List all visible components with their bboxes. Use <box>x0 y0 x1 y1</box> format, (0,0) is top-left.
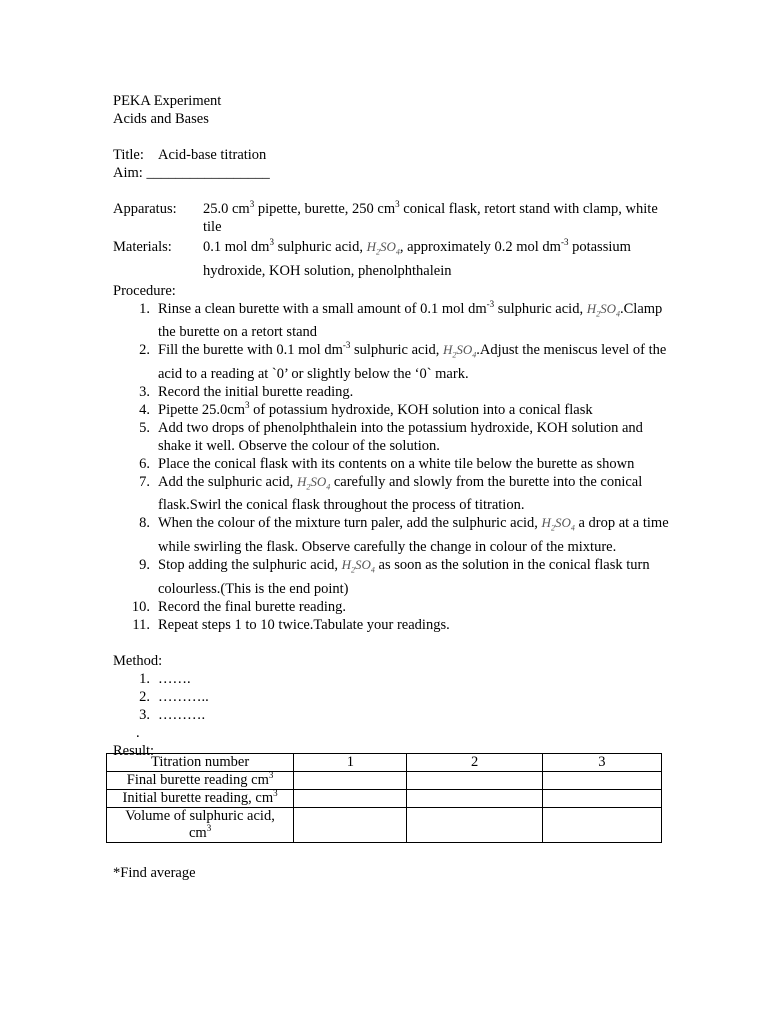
result-label: Result: <box>113 742 155 759</box>
table-header-cell: 3 <box>542 754 661 772</box>
header-line-2: Acids and Bases <box>113 111 209 127</box>
apparatus-value: 25.0 $cm^3$ pipette, burette, 250 $cm^3$ conical flask, retort stand with clamp, white tile <box>203 199 658 235</box>
apparatus-row <box>113 200 673 236</box>
materials-value: 0.1 mol $dm^3$ sulphuric acid, $H_2SO_4$, approximately 0.2 mol $dm^{-3}$ potassium hydroxide, KOH solution, phenolphthalein <box>203 237 631 279</box>
title-row <box>113 146 673 164</box>
procedure-step: 3. Record the initial burette reading. <box>139 383 354 400</box>
method-list <box>113 670 673 724</box>
method-item: 2. ……….. <box>139 688 209 705</box>
table-cell <box>542 790 661 808</box>
procedure-label: Procedure: <box>113 282 176 299</box>
row-label-initial: Initial burette reading, $cm^3$ <box>107 790 294 808</box>
title-value: Acid-base titration <box>158 147 267 163</box>
aim-blank: _________________ <box>146 165 270 181</box>
h2so4-formula: $H_2SO_4$ <box>586 300 620 319</box>
document-page <box>113 92 673 760</box>
table-cell <box>407 772 542 790</box>
row-label-volume: Volume of sulphuric acid, $cm^3$ <box>107 808 294 843</box>
procedure-step: 9. Stop adding the sulphuric acid, $H_2SO_4$ as soon as the solution in the conical flask turn colourless.(This is the end point) <box>139 556 650 597</box>
apparatus-label: Apparatus: <box>113 201 177 217</box>
materials-label: Materials: <box>113 239 172 255</box>
procedure-list <box>113 300 673 634</box>
table-header-row <box>107 754 662 772</box>
procedure-step: 7. Add the sulphuric acid, $H_2SO_4$ carefully and slowly from the burette into the conical flask.Swirl the conical flask throughout the process of titration. <box>139 473 643 514</box>
table-row <box>107 772 662 790</box>
table-cell <box>542 772 661 790</box>
method-item: 1. ……. <box>139 670 191 687</box>
procedure-step: 5. Add two drops of phenolphthalein into the potassium hydroxide, KOH solution and shake it well. Observe the colour of the solution. <box>139 419 643 454</box>
results-table <box>106 753 662 843</box>
procedure-step: 6. Place the conical flask with its contents on a white tile below the burette as shown <box>139 455 635 472</box>
table-row <box>107 808 662 843</box>
method-item: 3. ………. <box>139 706 206 723</box>
procedure-step: 10. Record the final burette reading. <box>131 598 347 615</box>
h2so4-formula: $H_2SO_4$ <box>366 239 400 257</box>
table-header-cell: 1 <box>294 754 407 772</box>
table-cell <box>294 808 407 843</box>
h2so4-formula: $H_2SO_4$ <box>296 473 331 492</box>
aim-label: Aim: <box>113 165 143 181</box>
header-line-1: PEKA Experiment <box>113 93 222 109</box>
table-cell <box>407 790 542 808</box>
procedure-step: 8. When the colour of the mixture turn paler, add the sulphuric acid, $H_2SO_4$ a drop at a time while swirling the flask. Observe carefully the change in colour of the mixture. <box>139 515 669 555</box>
procedure-step: 1. Rinse a clean burette with a small amount of 0.1 mol $dm^{-3}$ sulphuric acid, $H_2SO_4.Clamp$ the burette on a retort stand <box>139 298 663 341</box>
method-label: Method: <box>113 652 163 669</box>
row-label-final: Final burette reading $cm^3$ <box>107 772 294 790</box>
materials-row <box>113 238 673 280</box>
procedure-step: 11. Repeat steps 1 to 10 twice.Tabulate your readings. <box>132 616 450 633</box>
table-cell <box>294 790 407 808</box>
table-header-cell: Titration number <box>107 754 294 772</box>
table-cell <box>407 808 542 843</box>
method-trailing-dot: . <box>136 724 140 741</box>
procedure-step: 2. Fill the burette with 0.1 mol $dm^{-3}$ sulphuric acid, $H_2SO_4.Adjust$ the meniscus level of the acid to a reading at `0’ or slightly below the ‘0` mark. <box>139 340 667 382</box>
footer-note: *Find average <box>113 865 196 881</box>
title-label: Title: <box>113 147 144 163</box>
table-cell <box>294 772 407 790</box>
table-row <box>107 790 662 808</box>
procedure-step: 4. Pipette $25.0cm^3$ of potassium hydroxide, KOH solution into a conical flask <box>139 399 593 418</box>
table-cell <box>542 808 661 843</box>
table-header-cell: 2 <box>407 754 542 772</box>
h2so4-formula: $H_2SO_4$ <box>341 556 375 575</box>
h2so4-formula: $H_2SO_4$ <box>541 515 575 533</box>
h2so4-formula: $H_2SO_4$ <box>443 342 477 360</box>
aim-row <box>113 164 673 182</box>
